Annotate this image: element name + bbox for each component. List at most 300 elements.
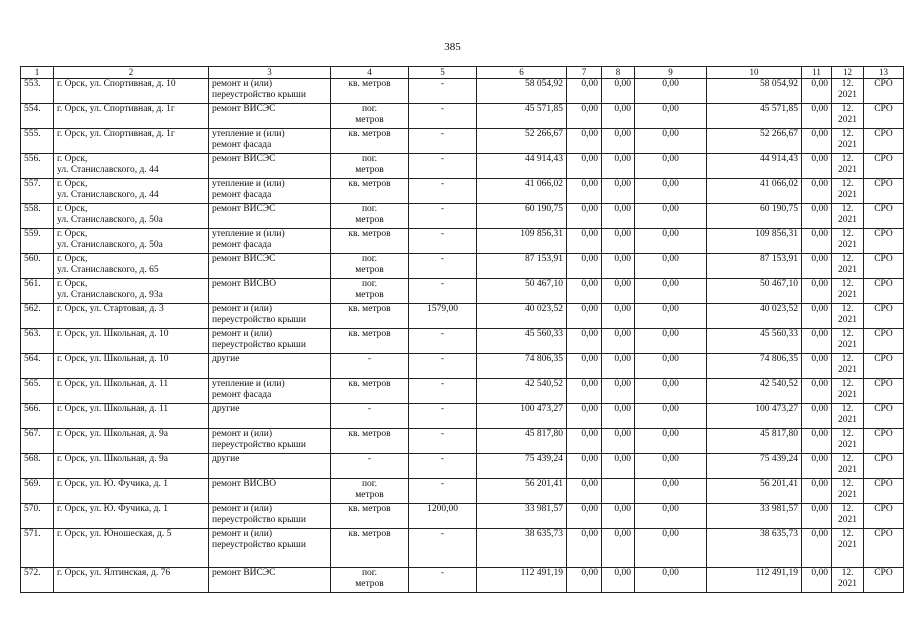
cost-total-cell: 75 439,24 — [477, 454, 567, 479]
unit-cell — [331, 379, 409, 404]
work-type-cell-line: ремонт и (или) — [212, 79, 273, 89]
table-row — [21, 479, 904, 504]
table-row — [21, 329, 904, 354]
method-cell: СРО — [864, 154, 904, 179]
deadline-cell-line: 12. — [841, 179, 854, 189]
other-funds-cell: 0,00 — [802, 479, 832, 504]
address-cell — [54, 404, 209, 429]
work-type-cell-line: ремонт фасада — [212, 190, 272, 200]
unit-cell-line: метров — [355, 115, 384, 125]
owners-funds-cell: 58 054,92 — [707, 79, 802, 104]
unit-cell — [331, 129, 409, 154]
work-type-cell — [209, 429, 331, 454]
work-type-cell-line: ремонт ВИСЭС — [212, 154, 276, 164]
work-type-cell — [209, 454, 331, 479]
table-row — [21, 568, 904, 593]
budget-cell: 0,00 — [602, 379, 635, 404]
unit-cell — [331, 568, 409, 593]
address-cell-line: г. Орск, ул. Школьная, д. 11 — [57, 379, 169, 389]
other-funds-cell: 0,00 — [802, 104, 832, 129]
work-type-cell-line: переустройство крыши — [212, 315, 306, 325]
work-type-cell-line: ремонт и (или) — [212, 529, 273, 539]
address-cell-line: г. Орск, ул. Ю. Фучика, д. 1 — [57, 479, 168, 489]
work-type-cell-line: переустройство крыши — [212, 340, 306, 350]
quantity-cell: - — [409, 254, 477, 279]
work-type-cell-line: ремонт ВИСЭС — [212, 568, 276, 578]
work-type-cell — [209, 154, 331, 179]
unit-cell — [331, 304, 409, 329]
deadline-cell-line: 2021 — [838, 365, 857, 375]
unit-cell — [331, 454, 409, 479]
page-number: 385 — [444, 41, 461, 53]
column-header: 8 — [602, 67, 635, 79]
address-cell-line: ул. Станиславского, д. 93а — [57, 290, 163, 300]
table-row — [21, 429, 904, 454]
owners-funds-cell: 60 190,75 — [707, 204, 802, 229]
fund-cell: 0,00 — [567, 154, 602, 179]
owners-funds-cell: 33 981,57 — [707, 504, 802, 529]
unit-cell — [331, 154, 409, 179]
other-funds-cell: 0,00 — [802, 354, 832, 379]
local-budget-cell: 0,00 — [635, 479, 707, 504]
table-row — [21, 79, 904, 104]
method-cell: СРО — [864, 454, 904, 479]
fund-cell: 0,00 — [567, 454, 602, 479]
deadline-cell — [832, 304, 864, 329]
deadline-cell-line: 12. — [841, 229, 854, 239]
unit-cell-line: кв. метров — [348, 379, 391, 389]
deadline-cell — [832, 254, 864, 279]
owners-funds-cell: 100 473,27 — [707, 404, 802, 429]
budget-cell: 0,00 — [602, 529, 635, 568]
fund-cell: 0,00 — [567, 179, 602, 204]
column-header: 7 — [567, 67, 602, 79]
address-cell-line: г. Орск, ул. Спортивная, д. 10 — [57, 79, 176, 89]
unit-cell-line: метров — [355, 265, 384, 275]
address-cell — [54, 329, 209, 354]
fund-cell: 0,00 — [567, 254, 602, 279]
address-cell-line: г. Орск, — [57, 154, 88, 164]
table-row — [21, 204, 904, 229]
row-number: 570. — [21, 504, 54, 529]
fund-cell: 0,00 — [567, 529, 602, 568]
table-row — [21, 104, 904, 129]
method-cell: СРО — [864, 79, 904, 104]
address-cell — [54, 129, 209, 154]
works-table — [20, 66, 904, 593]
deadline-cell-line: 12. — [841, 104, 854, 114]
work-type-cell-line: ремонт фасада — [212, 390, 272, 400]
address-cell-line: г. Орск, ул. Спортивная, д. 1г — [57, 104, 175, 114]
address-cell — [54, 304, 209, 329]
deadline-cell-line: 2021 — [838, 90, 857, 100]
unit-cell-line: пог. — [361, 154, 378, 164]
budget-cell: 0,00 — [602, 304, 635, 329]
table-row — [21, 379, 904, 404]
work-type-cell — [209, 304, 331, 329]
deadline-cell — [832, 454, 864, 479]
deadline-cell-line: 2021 — [838, 190, 857, 200]
work-type-cell-line: ремонт ВИСЭС — [212, 254, 276, 264]
deadline-cell — [832, 379, 864, 404]
fund-cell: 0,00 — [567, 279, 602, 304]
quantity-cell: - — [409, 529, 477, 568]
cost-total-cell: 42 540,52 — [477, 379, 567, 404]
table-row — [21, 129, 904, 154]
unit-cell-line: - — [367, 354, 372, 364]
deadline-cell — [832, 79, 864, 104]
work-type-cell — [209, 354, 331, 379]
address-cell — [54, 504, 209, 529]
table-row — [21, 154, 904, 179]
unit-cell — [331, 229, 409, 254]
deadline-cell-line: 2021 — [838, 340, 857, 350]
fund-cell: 0,00 — [567, 104, 602, 129]
column-header: 1 — [21, 67, 54, 79]
quantity-cell: - — [409, 454, 477, 479]
deadline-cell — [832, 129, 864, 154]
owners-funds-cell: 45 571,85 — [707, 104, 802, 129]
local-budget-cell: 0,00 — [635, 229, 707, 254]
fund-cell: 0,00 — [567, 79, 602, 104]
budget-cell: 0,00 — [602, 504, 635, 529]
address-cell — [54, 479, 209, 504]
unit-cell-line: кв. метров — [348, 429, 391, 439]
local-budget-cell: 0,00 — [635, 279, 707, 304]
method-cell: СРО — [864, 379, 904, 404]
deadline-cell-line: 2021 — [838, 415, 857, 425]
other-funds-cell: 0,00 — [802, 154, 832, 179]
cost-total-cell: 56 201,41 — [477, 479, 567, 504]
address-cell — [54, 568, 209, 593]
fund-cell: 0,00 — [567, 429, 602, 454]
row-number: 555. — [21, 129, 54, 154]
quantity-cell: - — [409, 79, 477, 104]
unit-cell-line: метров — [355, 290, 384, 300]
column-header: 13 — [864, 67, 904, 79]
work-type-cell — [209, 179, 331, 204]
quantity-cell: 1200,00 — [409, 504, 477, 529]
owners-funds-cell: 44 914,43 — [707, 154, 802, 179]
work-type-cell — [209, 504, 331, 529]
budget-cell: 0,00 — [602, 329, 635, 354]
row-number: 553. — [21, 79, 54, 104]
deadline-cell-line: 2021 — [838, 290, 857, 300]
column-header: 9 — [635, 67, 707, 79]
local-budget-cell: 0,00 — [635, 404, 707, 429]
cost-total-cell: 74 806,35 — [477, 354, 567, 379]
other-funds-cell: 0,00 — [802, 379, 832, 404]
cost-total-cell: 41 066,02 — [477, 179, 567, 204]
method-cell: СРО — [864, 529, 904, 568]
work-type-cell — [209, 204, 331, 229]
deadline-cell — [832, 204, 864, 229]
owners-funds-cell: 52 266,67 — [707, 129, 802, 154]
quantity-cell: - — [409, 229, 477, 254]
unit-cell-line: - — [367, 454, 372, 464]
quantity-cell: - — [409, 104, 477, 129]
table-row — [21, 454, 904, 479]
work-type-cell-line: ремонт и (или) — [212, 329, 273, 339]
cost-total-cell: 33 981,57 — [477, 504, 567, 529]
local-budget-cell: 0,00 — [635, 529, 707, 568]
deadline-cell — [832, 179, 864, 204]
work-type-cell — [209, 129, 331, 154]
deadline-cell-line: 2021 — [838, 265, 857, 275]
owners-funds-cell: 40 023,52 — [707, 304, 802, 329]
method-cell: СРО — [864, 354, 904, 379]
budget-cell: 0,00 — [602, 129, 635, 154]
cost-total-cell: 112 491,19 — [477, 568, 567, 593]
quantity-cell: - — [409, 429, 477, 454]
fund-cell: 0,00 — [567, 229, 602, 254]
address-cell-line: ул. Станиславского, д. 50а — [57, 240, 163, 250]
unit-cell — [331, 279, 409, 304]
owners-funds-cell: 41 066,02 — [707, 179, 802, 204]
budget-cell: 0,00 — [602, 404, 635, 429]
address-cell-line: г. Орск, ул. Школьная, д. 11 — [57, 404, 169, 414]
column-header: 10 — [707, 67, 802, 79]
unit-cell-line: пог. — [361, 254, 378, 264]
deadline-cell-line: 12. — [841, 529, 854, 539]
quantity-cell: - — [409, 279, 477, 304]
address-cell — [54, 204, 209, 229]
cost-total-cell: 45 560,33 — [477, 329, 567, 354]
unit-cell — [331, 254, 409, 279]
unit-cell — [331, 354, 409, 379]
row-number: 571. — [21, 529, 54, 568]
budget-cell: 0,00 — [602, 154, 635, 179]
deadline-cell-line: 2021 — [838, 440, 857, 450]
unit-cell — [331, 429, 409, 454]
deadline-cell-line: 2021 — [838, 115, 857, 125]
deadline-cell — [832, 529, 864, 568]
address-cell — [54, 354, 209, 379]
deadline-cell-line: 2021 — [838, 165, 857, 175]
owners-funds-cell: 109 856,31 — [707, 229, 802, 254]
address-cell — [54, 179, 209, 204]
unit-cell — [331, 479, 409, 504]
deadline-cell-line: 12. — [841, 379, 854, 389]
unit-cell-line: кв. метров — [348, 504, 391, 514]
work-type-cell-line: ремонт фасада — [212, 240, 272, 250]
work-type-cell-line: утепление и (или) — [212, 229, 285, 239]
work-type-cell-line: ремонт ВИСЭС — [212, 204, 276, 214]
owners-funds-cell: 45 817,80 — [707, 429, 802, 454]
unit-cell-line: метров — [355, 579, 384, 589]
budget-cell: 0,00 — [602, 568, 635, 593]
quantity-cell: - — [409, 204, 477, 229]
work-type-cell-line: ремонт ВИСЭС — [212, 104, 276, 114]
row-number: 567. — [21, 429, 54, 454]
budget-cell: 0,00 — [602, 254, 635, 279]
local-budget-cell: 0,00 — [635, 504, 707, 529]
local-budget-cell: 0,00 — [635, 454, 707, 479]
cost-total-cell: 52 266,67 — [477, 129, 567, 154]
deadline-cell-line: 12. — [841, 279, 854, 289]
unit-cell-line: кв. метров — [348, 179, 391, 189]
address-cell-line: г. Орск, ул. Школьная, д. 9а — [57, 454, 168, 464]
owners-funds-cell: 56 201,41 — [707, 479, 802, 504]
other-funds-cell: 0,00 — [802, 304, 832, 329]
deadline-cell-line: 12. — [841, 79, 854, 89]
cost-total-cell: 45 571,85 — [477, 104, 567, 129]
local-budget-cell: 0,00 — [635, 104, 707, 129]
table-row — [21, 404, 904, 429]
quantity-cell: - — [409, 404, 477, 429]
row-number: 563. — [21, 329, 54, 354]
deadline-cell-line: 2021 — [838, 140, 857, 150]
address-cell-line: г. Орск, ул. Школьная, д. 10 — [57, 354, 169, 364]
deadline-cell-line: 2021 — [838, 315, 857, 325]
fund-cell: 0,00 — [567, 379, 602, 404]
row-number: 569. — [21, 479, 54, 504]
other-funds-cell: 0,00 — [802, 79, 832, 104]
owners-funds-cell: 38 635,73 — [707, 529, 802, 568]
row-number: 572. — [21, 568, 54, 593]
budget-cell: 0,00 — [602, 429, 635, 454]
fund-cell: 0,00 — [567, 504, 602, 529]
cost-total-cell: 40 023,52 — [477, 304, 567, 329]
deadline-cell — [832, 329, 864, 354]
quantity-cell: - — [409, 329, 477, 354]
work-type-cell-line: переустройство крыши — [212, 440, 306, 450]
deadline-cell-line: 2021 — [838, 515, 857, 525]
cost-total-cell: 60 190,75 — [477, 204, 567, 229]
table-row — [21, 354, 904, 379]
other-funds-cell: 0,00 — [802, 229, 832, 254]
deadline-cell-line: 2021 — [838, 465, 857, 475]
budget-cell: 0,00 — [602, 279, 635, 304]
address-cell — [54, 104, 209, 129]
work-type-cell-line: ремонт и (или) — [212, 504, 273, 514]
fund-cell: 0,00 — [567, 329, 602, 354]
column-header: 3 — [209, 67, 331, 79]
column-header: 6 — [477, 67, 567, 79]
address-cell-line: г. Орск, ул. Школьная, д. 10 — [57, 329, 169, 339]
other-funds-cell: 0,00 — [802, 568, 832, 593]
budget-cell: 0,00 — [602, 354, 635, 379]
table-row — [21, 254, 904, 279]
budget-cell — [602, 479, 635, 504]
address-cell-line: г. Орск, ул. Ю. Фучика, д. 1 — [57, 504, 168, 514]
unit-cell-line: метров — [355, 215, 384, 225]
method-cell: СРО — [864, 304, 904, 329]
header-row — [21, 67, 904, 79]
address-cell-line: ул. Станиславского, д. 44 — [57, 190, 159, 200]
local-budget-cell: 0,00 — [635, 204, 707, 229]
owners-funds-cell: 74 806,35 — [707, 354, 802, 379]
address-cell — [54, 454, 209, 479]
budget-cell: 0,00 — [602, 454, 635, 479]
local-budget-cell: 0,00 — [635, 254, 707, 279]
deadline-cell-line: 12. — [841, 504, 854, 514]
fund-cell: 0,00 — [567, 304, 602, 329]
other-funds-cell: 0,00 — [802, 254, 832, 279]
quantity-cell: 1579,00 — [409, 304, 477, 329]
address-cell-line: г. Орск, ул. Спортивная, д. 1г — [57, 129, 175, 139]
unit-cell-line: метров — [355, 490, 384, 500]
row-number: 560. — [21, 254, 54, 279]
column-header: 2 — [54, 67, 209, 79]
address-cell-line: г. Орск, — [57, 279, 88, 289]
address-cell — [54, 229, 209, 254]
other-funds-cell: 0,00 — [802, 329, 832, 354]
cost-total-cell: 38 635,73 — [477, 529, 567, 568]
table-row — [21, 504, 904, 529]
deadline-cell — [832, 354, 864, 379]
method-cell: СРО — [864, 404, 904, 429]
work-type-cell-line: другие — [212, 354, 240, 364]
deadline-cell — [832, 429, 864, 454]
unit-cell-line: пог. — [361, 104, 378, 114]
unit-cell-line: пог. — [361, 279, 378, 289]
deadline-cell-line: 2021 — [838, 490, 857, 500]
table-body — [21, 79, 904, 593]
work-type-cell-line: ремонт ВИСВО — [212, 479, 277, 489]
deadline-cell-line: 12. — [841, 568, 854, 578]
deadline-cell-line: 12. — [841, 129, 854, 139]
deadline-cell — [832, 279, 864, 304]
owners-funds-cell: 42 540,52 — [707, 379, 802, 404]
table-row — [21, 229, 904, 254]
deadline-cell-line: 12. — [841, 354, 854, 364]
local-budget-cell: 0,00 — [635, 179, 707, 204]
unit-cell — [331, 529, 409, 568]
column-header: 5 — [409, 67, 477, 79]
work-type-cell-line: утепление и (или) — [212, 379, 285, 389]
local-budget-cell: 0,00 — [635, 429, 707, 454]
other-funds-cell: 0,00 — [802, 504, 832, 529]
row-number: 565. — [21, 379, 54, 404]
unit-cell-line: кв. метров — [348, 304, 391, 314]
unit-cell-line: пог. — [361, 204, 378, 214]
method-cell: СРО — [864, 429, 904, 454]
address-cell-line: ул. Станиславского, д. 44 — [57, 165, 159, 175]
other-funds-cell: 0,00 — [802, 279, 832, 304]
deadline-cell-line: 2021 — [838, 579, 857, 589]
local-budget-cell: 0,00 — [635, 568, 707, 593]
deadline-cell-line: 2021 — [838, 540, 857, 550]
deadline-cell-line: 2021 — [838, 390, 857, 400]
fund-cell: 0,00 — [567, 568, 602, 593]
address-cell — [54, 529, 209, 568]
work-type-cell — [209, 379, 331, 404]
row-number: 561. — [21, 279, 54, 304]
local-budget-cell: 0,00 — [635, 129, 707, 154]
address-cell-line: г. Орск, ул. Стартовая, д. 3 — [57, 304, 164, 314]
work-type-cell — [209, 104, 331, 129]
deadline-cell-line: 12. — [841, 254, 854, 264]
work-type-cell-line: ремонт фасада — [212, 140, 272, 150]
work-type-cell — [209, 329, 331, 354]
deadline-cell — [832, 104, 864, 129]
unit-cell-line: кв. метров — [348, 229, 391, 239]
method-cell: СРО — [864, 129, 904, 154]
unit-cell — [331, 329, 409, 354]
address-cell — [54, 429, 209, 454]
work-type-cell-line: ремонт и (или) — [212, 429, 273, 439]
deadline-cell — [832, 229, 864, 254]
column-header: 12 — [832, 67, 864, 79]
local-budget-cell: 0,00 — [635, 329, 707, 354]
fund-cell: 0,00 — [567, 479, 602, 504]
fund-cell: 0,00 — [567, 204, 602, 229]
unit-cell-line: кв. метров — [348, 129, 391, 139]
row-number: 568. — [21, 454, 54, 479]
method-cell: СРО — [864, 279, 904, 304]
other-funds-cell: 0,00 — [802, 129, 832, 154]
